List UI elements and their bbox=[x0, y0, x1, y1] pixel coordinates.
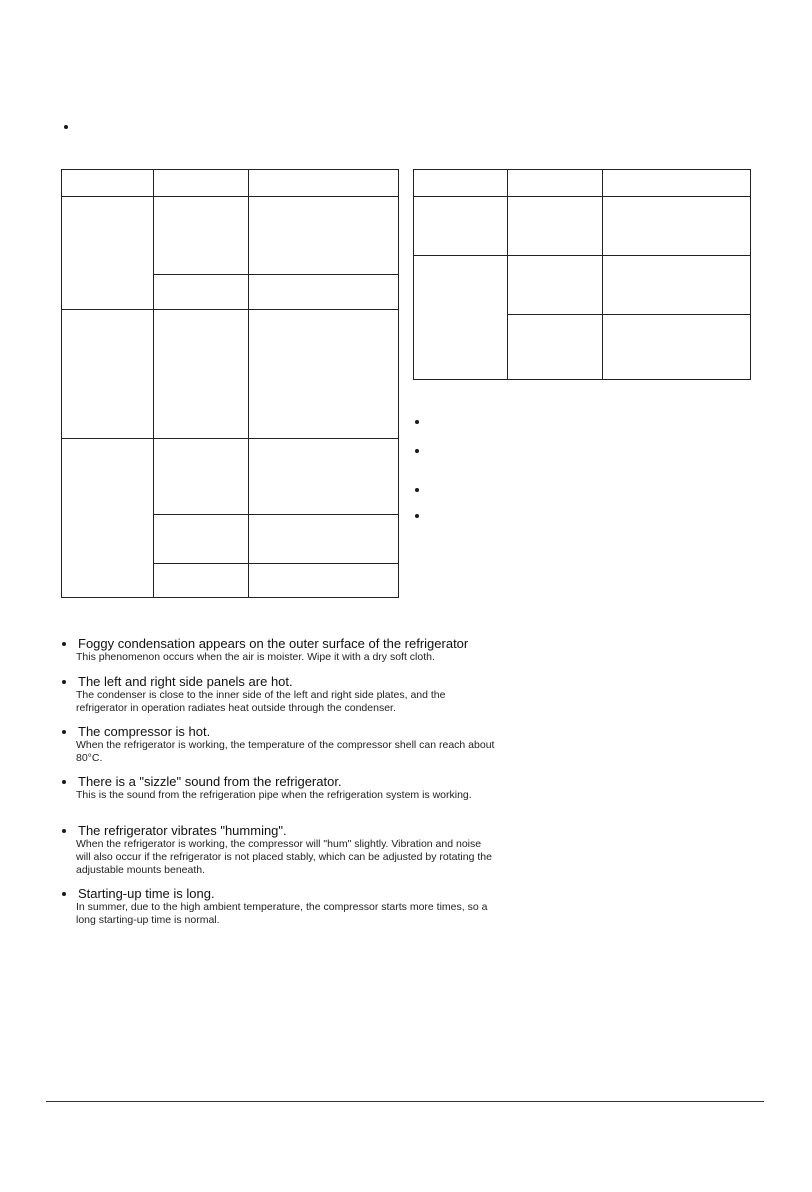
table-cell bbox=[603, 197, 751, 256]
table-cell bbox=[62, 310, 154, 439]
note-body: When the refrigerator is working, the temperature of the compressor shell can reach about 80°C. bbox=[76, 739, 495, 764]
troubleshooting-table-right bbox=[413, 169, 751, 380]
table-header-cell bbox=[62, 170, 154, 197]
table-header-cell bbox=[603, 170, 751, 197]
note-body: This phenomenon occurs when the air is moister. Wipe it with a dry soft cloth. bbox=[76, 651, 435, 663]
table-cell bbox=[249, 564, 399, 598]
bullet-icon bbox=[62, 780, 66, 784]
right-bullet bbox=[415, 488, 419, 492]
troubleshooting-table-left bbox=[61, 169, 399, 598]
note-body: When the refrigerator is working, the compressor will "hum" slightly. Vibration and noise will also occur if the refrigerator is not placed stably, which can be adjusted by rotating the adjustable mounts beneath. bbox=[76, 838, 492, 876]
table-cell bbox=[62, 439, 154, 598]
table-cell bbox=[249, 439, 399, 515]
table-cell bbox=[508, 256, 603, 315]
right-bullet bbox=[415, 420, 419, 424]
table-cell bbox=[603, 315, 751, 380]
table-cell bbox=[249, 197, 399, 275]
table-header-cell bbox=[414, 170, 508, 197]
table-cell bbox=[154, 310, 249, 439]
bullet-icon bbox=[62, 892, 66, 896]
table-cell bbox=[154, 564, 249, 598]
table-cell bbox=[414, 256, 508, 380]
intro-bullet bbox=[64, 125, 68, 129]
note-body: This is the sound from the refrigeration pipe when the refrigeration system is working. bbox=[76, 789, 472, 801]
table-cell bbox=[508, 197, 603, 256]
bullet-icon bbox=[62, 642, 66, 646]
table-cell bbox=[154, 515, 249, 564]
note-body: In summer, due to the high ambient temperature, the compressor starts more times, so a long starting-up time is normal. bbox=[76, 901, 488, 926]
table-cell bbox=[154, 275, 249, 310]
right-bullet bbox=[415, 514, 419, 518]
table-cell bbox=[508, 315, 603, 380]
table-cell bbox=[249, 310, 399, 439]
note-title: Foggy condensation appears on the outer surface of the refrigerator bbox=[78, 636, 469, 651]
note-title: The left and right side panels are hot. bbox=[78, 674, 293, 689]
table-cell bbox=[603, 256, 751, 315]
right-bullet bbox=[415, 449, 419, 453]
bullet-icon bbox=[62, 829, 66, 833]
table-cell bbox=[414, 197, 508, 256]
table-cell bbox=[249, 275, 399, 310]
bullet-icon bbox=[62, 730, 66, 734]
table-cell bbox=[62, 197, 154, 310]
note-title: The compressor is hot. bbox=[78, 724, 211, 739]
table-header-cell bbox=[154, 170, 249, 197]
note-title: Starting-up time is long. bbox=[78, 886, 215, 901]
table-header-cell bbox=[249, 170, 399, 197]
footer-divider bbox=[46, 1101, 764, 1102]
note-body: The condenser is close to the inner side of the left and right side plates, and the refrigerator in operation radiates heat outside through the condenser. bbox=[76, 689, 446, 714]
note-title: There is a "sizzle" sound from the refrigerator. bbox=[78, 774, 342, 789]
table-cell bbox=[249, 515, 399, 564]
table-header-cell bbox=[508, 170, 603, 197]
table-cell bbox=[154, 439, 249, 515]
table-cell bbox=[154, 197, 249, 275]
note-title: The refrigerator vibrates "humming". bbox=[78, 823, 287, 838]
bullet-icon bbox=[62, 680, 66, 684]
